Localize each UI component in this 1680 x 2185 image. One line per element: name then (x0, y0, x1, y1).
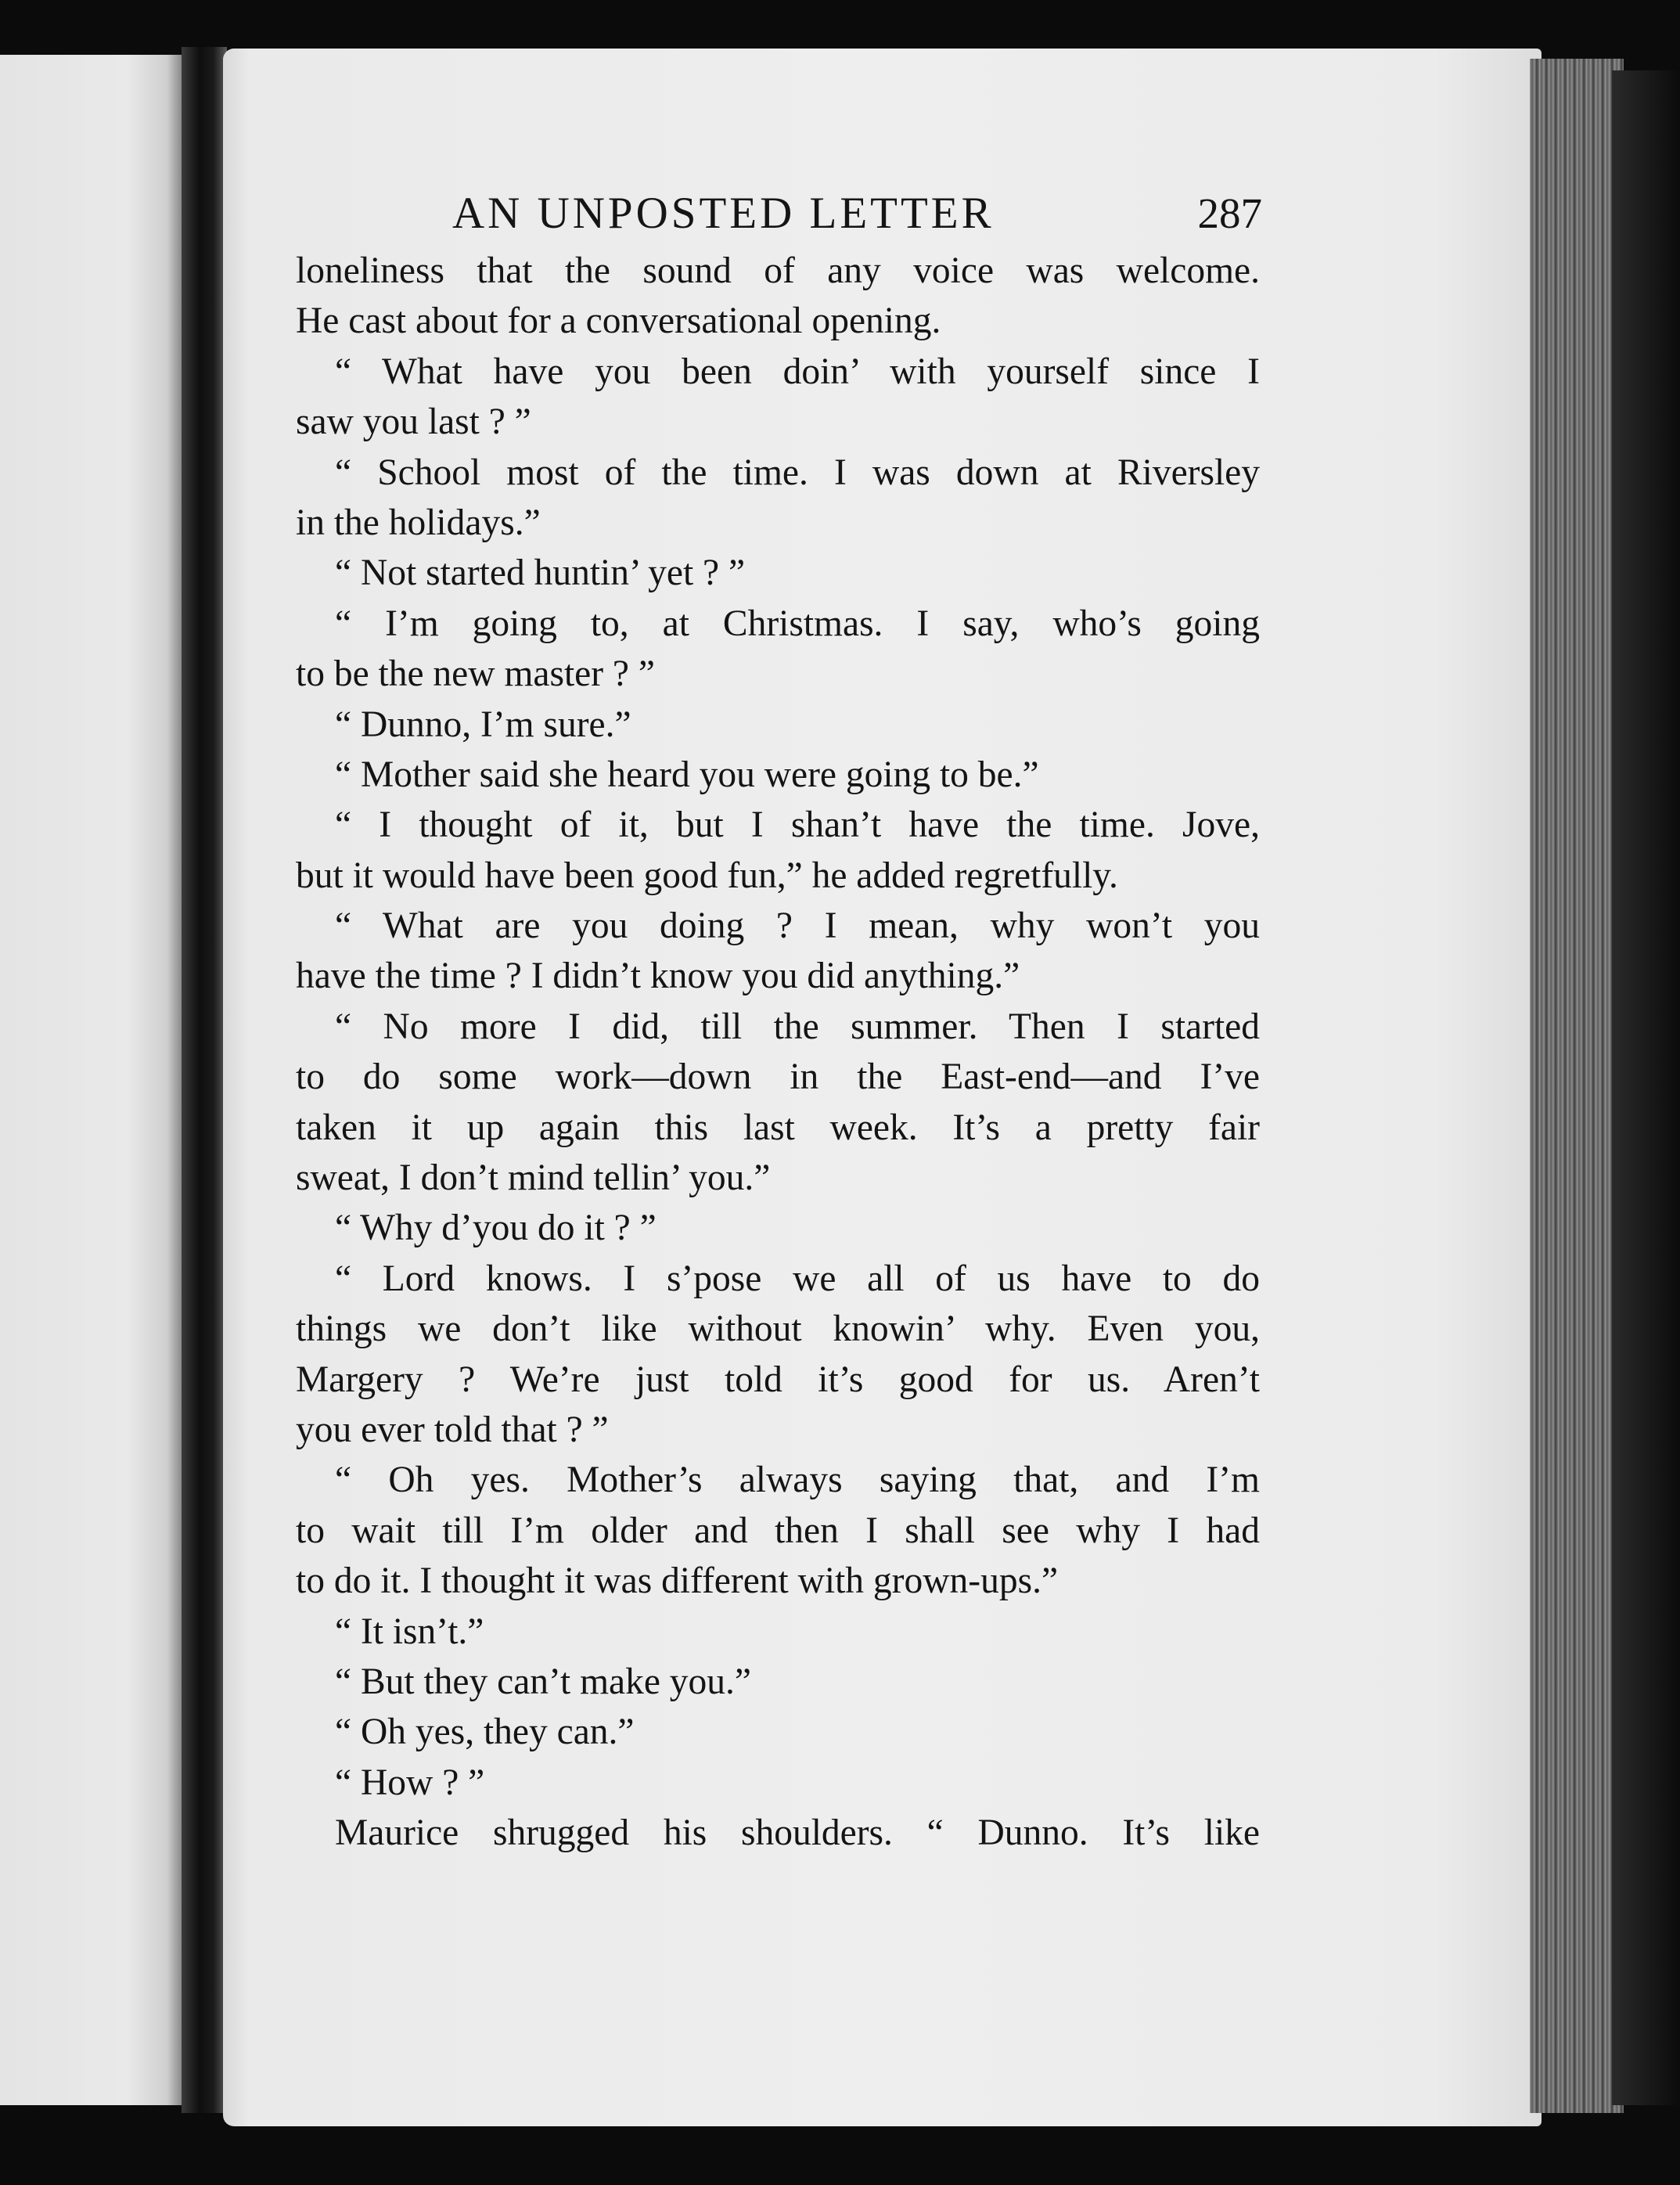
text-line: “ But they can’t make you.” (335, 1661, 752, 1702)
text-line: sweat, I don’t mind tellin’ you.” (296, 1157, 771, 1199)
text-line: “ I thought of it, but I shan’t have the time. Jove, (335, 805, 1260, 846)
page-edges (1530, 59, 1624, 2113)
text-line: “ Lord knows. I s’pose we all of us have to do (335, 1258, 1260, 1299)
running-head (296, 186, 1262, 241)
text-line: “ Mother said she heard you were going to be.” (335, 754, 1039, 795)
text-line: saw you last ? ” (296, 401, 531, 443)
text-line: “ What have you been doin’ with yourself since I (335, 351, 1260, 392)
text-line: “ Oh yes. Mother’s always saying that, and I’m (335, 1460, 1260, 1501)
text-line: Margery ? We’re just told it’s good for us. Aren’t (296, 1359, 1260, 1400)
page-edges-shadow (1612, 70, 1680, 2105)
text-line: in the holidays.” (296, 502, 541, 543)
page-number: 287 (1197, 189, 1262, 237)
book-gutter (182, 47, 227, 2113)
text-line: “ I’m going to, at Christmas. I say, who’s going (335, 603, 1260, 644)
text-line: He cast about for a conversational opening. (296, 301, 941, 342)
text-line: to wait till I’m older and then I shall see why I had (296, 1510, 1260, 1551)
running-title: AN UNPOSTED LETTER (452, 189, 995, 238)
text-line: “ School most of the time. I was down at Riversley (335, 452, 1260, 493)
text-line: taken it up again this last week. It’s a pretty fair (296, 1107, 1260, 1148)
left-page (0, 55, 182, 2105)
text-line: “ Not started huntin’ yet ? ” (335, 553, 746, 594)
text-line: “ Dunno, I’m sure.” (335, 704, 631, 745)
text-line: things we don’t like without knowin’ why. Even you, (296, 1308, 1260, 1350)
text-line: “ How ? ” (335, 1762, 485, 1803)
text-line: “ Oh yes, they can.” (335, 1712, 635, 1753)
text-line: but it would have been good fun,” he added regretfully. (296, 855, 1118, 896)
text-line: have the time ? I didn’t know you did anything.” (296, 956, 1020, 997)
text-line: Maurice shrugged his shoulders. “ Dunno. It’s like (335, 1812, 1260, 1854)
text-line: “ Why d’you do it ? ” (335, 1208, 657, 1249)
text-line: “ No more I did, till the summer. Then I started (335, 1006, 1260, 1047)
text-line: to do some work—down in the East-end—and I’ve (296, 1057, 1260, 1098)
text-line: you ever told that ? ” (296, 1409, 609, 1450)
text-line: to be the new master ? ” (296, 653, 655, 695)
text-line: to do it. I thought it was different with grown-ups.” (296, 1560, 1059, 1602)
text-line: “ It isn’t.” (335, 1611, 484, 1652)
text-line: loneliness that the sound of any voice was welcome. (296, 250, 1260, 291)
body-text (296, 246, 1260, 1859)
text-line: “ What are you doing ? I mean, why won’t you (335, 905, 1260, 947)
